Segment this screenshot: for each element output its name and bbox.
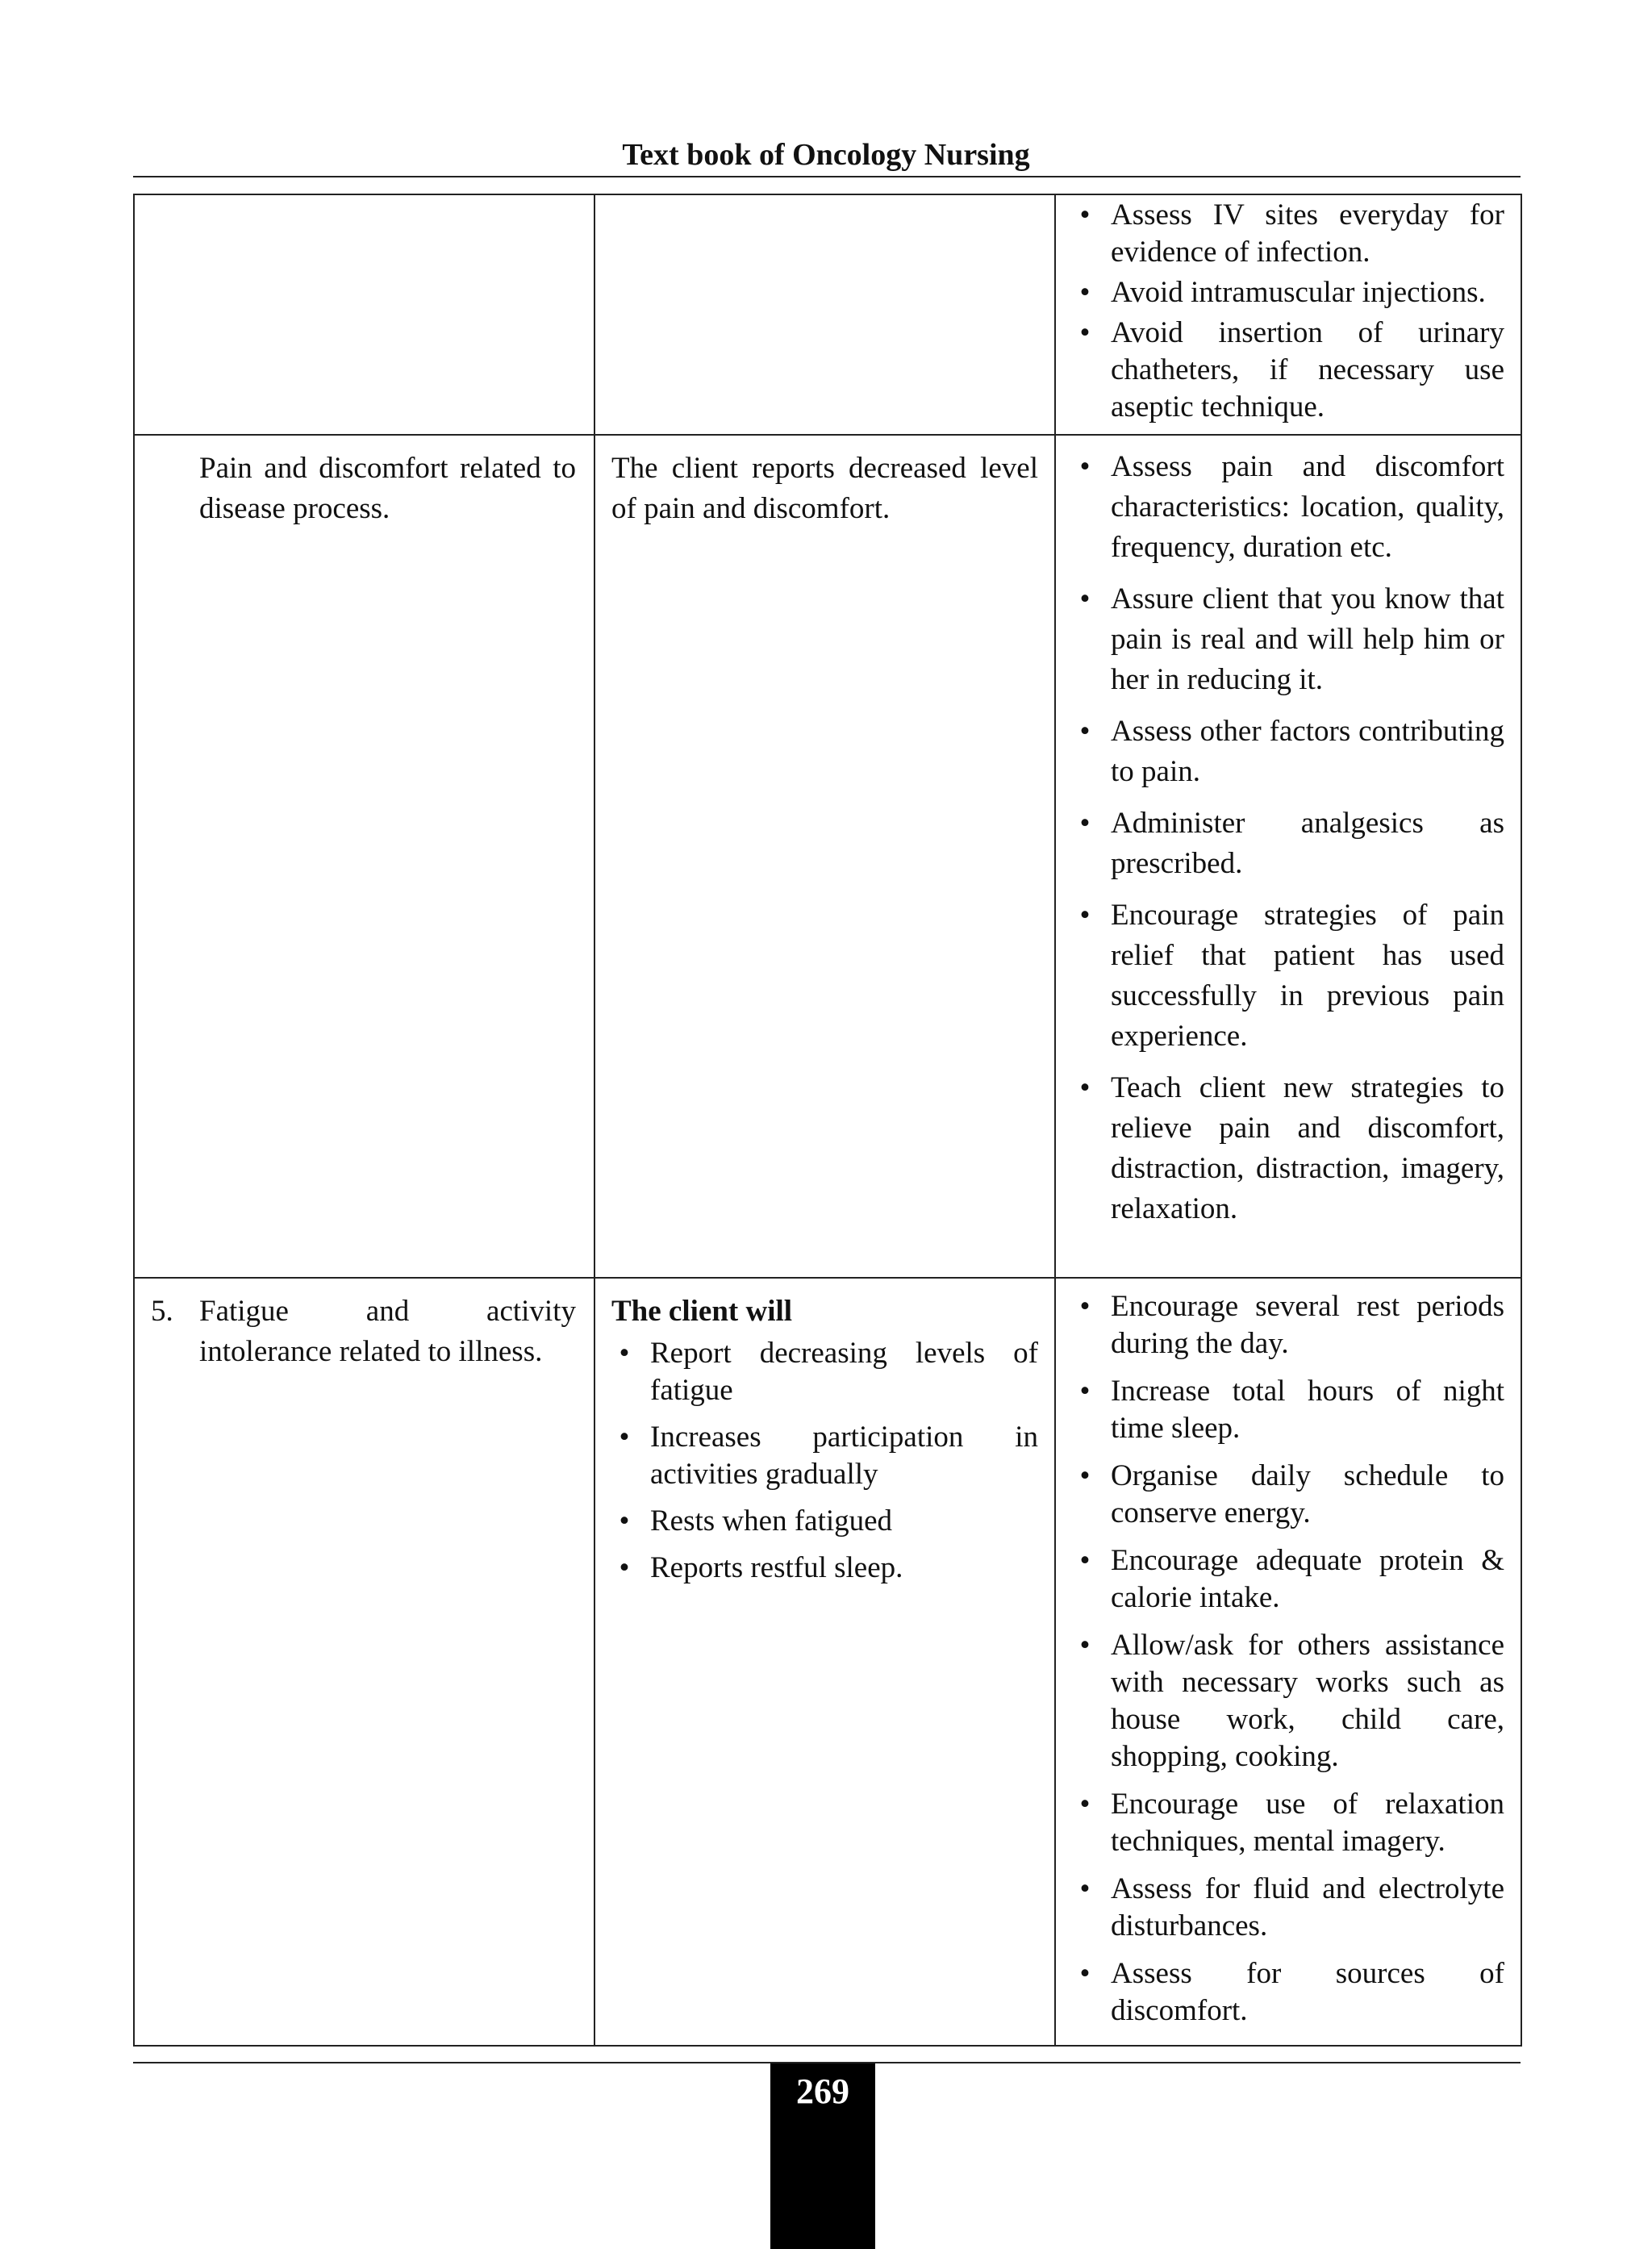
bullet-icon: • [1079, 198, 1091, 232]
diagnosis-cell [134, 194, 594, 435]
bullet-icon: • [1079, 1957, 1091, 1990]
list-item [1072, 895, 1504, 1057]
bullet-icon: • [619, 1551, 630, 1584]
intervention-text: Assess other factors contributing to pain. [1111, 715, 1504, 788]
bullet-icon: • [1079, 582, 1091, 615]
list-item [1072, 315, 1504, 426]
list-item [611, 1550, 1038, 1587]
list-item [1072, 1627, 1504, 1775]
table-row [134, 194, 1521, 435]
list-item [1072, 711, 1504, 792]
goal-heading: The client will [611, 1295, 793, 1328]
list-item [1072, 274, 1504, 311]
diagnosis-number [151, 449, 199, 529]
header-divider [133, 176, 1521, 177]
goal-text: The client reports decreased level of pain and discomfort. [611, 452, 1038, 525]
list-item [1072, 197, 1504, 271]
bullet-icon: • [1079, 1544, 1091, 1577]
list-item [1072, 1288, 1504, 1362]
intervention-text: Assess for fluid and electrolyte disturbances. [1111, 1872, 1504, 1942]
intervention-text: Avoid intramuscular injections. [1111, 276, 1486, 309]
intervention-text: Assess IV sites everyday for evidence of infection. [1111, 198, 1504, 269]
bullet-icon: • [1079, 1629, 1091, 1662]
page-number: 269 [796, 2072, 849, 2111]
intervention-text: Increase total hours of night time sleep. [1111, 1375, 1504, 1445]
list-item [1072, 579, 1504, 700]
care-plan-table [133, 194, 1522, 2047]
list-item [1072, 803, 1504, 884]
list-item [611, 1419, 1038, 1493]
intervention-text: Administer analgesics as prescribed. [1111, 807, 1504, 880]
list-item [1072, 1458, 1504, 1532]
intervention-text: Encourage several rest periods during the day. [1111, 1290, 1504, 1360]
bullet-icon: • [1079, 1071, 1091, 1104]
list-item [1072, 447, 1504, 568]
bullet-icon: • [1079, 1872, 1091, 1905]
bullet-icon: • [1079, 1459, 1091, 1492]
page-header-title: Text book of Oncology Nursing [622, 138, 1030, 172]
intervention-text: Avoid insertion of urinary chatheters, if necessary use aseptic technique. [1111, 316, 1504, 424]
list-item [1072, 1786, 1504, 1860]
goal-cell [594, 1278, 1055, 2046]
intervention-list [1056, 195, 1521, 434]
bullet-icon: • [1079, 276, 1091, 309]
diagnosis-text: Fatigue and activity intolerance related to illness. [199, 1295, 576, 1368]
intervention-text: Encourage adequate protein & calorie intake. [1111, 1544, 1504, 1614]
intervention-text: Assess pain and discomfort characteristics: location, quality, frequency, duration etc. [1111, 450, 1504, 564]
goal-text: Reports restful sleep. [650, 1551, 903, 1584]
page-number-tab [770, 2063, 875, 2249]
bullet-icon: • [1079, 450, 1091, 483]
intervention-list [1056, 436, 1521, 1246]
bullet-icon: • [1079, 807, 1091, 840]
intervention-text: Encourage strategies of pain relief that patient has used successfully in previous pain experience. [1111, 899, 1504, 1053]
goal-cell [594, 194, 1055, 435]
goal-cell [594, 435, 1055, 1278]
list-item [1072, 1955, 1504, 2030]
goal-text: Increases participation in activities gradually [650, 1421, 1038, 1491]
bullet-icon: • [619, 1421, 630, 1454]
bullet-icon: • [1079, 1375, 1091, 1408]
diagnosis-text: Pain and discomfort related to disease process. [199, 452, 576, 525]
bullet-icon: • [1079, 316, 1091, 349]
intervention-text: Encourage use of relaxation techniques, mental imagery. [1111, 1788, 1504, 1858]
intervention-text: Teach client new strategies to relieve pain and discomfort, distraction, distraction, imagery, relaxation. [1111, 1071, 1504, 1225]
intervention-text: Allow/ask for others assistance with necessary works such as house work, child care, shopping, cooking. [1111, 1629, 1504, 1773]
goal-list [611, 1332, 1038, 1587]
list-item [1072, 1871, 1504, 1945]
list-item [1072, 1542, 1504, 1617]
intervention-cell [1055, 435, 1521, 1278]
intervention-text: Organise daily schedule to conserve energy. [1111, 1459, 1504, 1529]
list-item [611, 1335, 1038, 1409]
table-row [134, 435, 1521, 1278]
goal-text: Rests when fatigued [650, 1504, 893, 1538]
list-item [1072, 1373, 1504, 1447]
bullet-icon: • [619, 1337, 630, 1370]
intervention-text: Assure client that you know that pain is real and will help him or her in reducing it. [1111, 582, 1504, 696]
diagnosis-cell [134, 435, 594, 1278]
bullet-icon: • [1079, 899, 1091, 932]
bullet-icon: • [619, 1504, 630, 1538]
table-row [134, 1278, 1521, 2046]
bullet-icon: • [1079, 1290, 1091, 1323]
intervention-cell [1055, 194, 1521, 435]
diagnosis-cell [134, 1278, 594, 2046]
intervention-cell [1055, 1278, 1521, 2046]
list-item [611, 1503, 1038, 1540]
intervention-text: Assess for sources of discomfort. [1111, 1957, 1504, 2027]
intervention-list [1056, 1279, 1521, 2045]
goal-text: Report decreasing levels of fatigue [650, 1337, 1038, 1407]
bullet-icon: • [1079, 1788, 1091, 1821]
list-item [1072, 1068, 1504, 1229]
diagnosis-number: 5. [151, 1295, 173, 1328]
bullet-icon: • [1079, 715, 1091, 748]
